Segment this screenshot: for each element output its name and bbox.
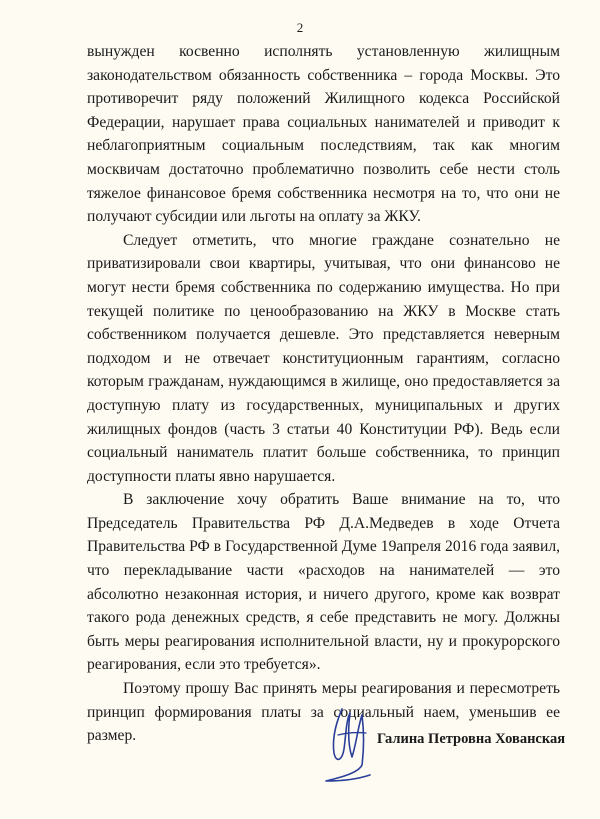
letter-body <box>87 40 560 748</box>
paragraph-privatization: Следует отметить, что многие граждане сознательно не приватизировали свои квартиры, учитывая, что они финансово не могут нести бремя собственника по содержанию имущества. Но при текущей политике по ценообразованию на ЖКУ в Москве стать собственником получается дешевле. Это представляется неверным подходом и не отвечает конституционным гарантиям, согласно которым гражданам, нуждающимся в жилище, оно предоставляется за доступную плату из государственных, муниципальных и других жилищных фондов (часть 3 статьи 40 Конституции РФ). Ведь если социальный наниматель платит больше собственника, то принцип доступности платы явно нарушается. <box>87 231 560 485</box>
signature-block <box>300 705 570 795</box>
signer-name: Галина Петровна Хованская <box>377 731 566 747</box>
page-number: 2 <box>296 20 304 35</box>
paragraph-continuation: вынужден косвенно исполнять установленную жилищным законодательством обязанность собственника – города Москвы. Это противоречит ряду положений Жилищного кодекса Российской Федерации, нарушает права социальных нанимателей и приводит к неблагоприятным социальным последствиям, так как многим москвичам достаточно проблематично позволить себе нести столь тяжелое финансовое бремя собственника несмотря на то, что они не получают субсидии или льготы на оплату за ЖКУ. <box>87 43 560 226</box>
paragraph-conclusion: В заключение хочу обратить Ваше внимание на то, что Председатель Правительства РФ Д.А.Медведев в ходе Отчета Правительства РФ в Государственной Думе 19апреля 2016 года заявил, что перекладывание части «расходов на нанимателей — это абсолютно незаконная история, и ничего другого, кроме как возврат такого рода денежных средств, я себе представить не могу. Должны быть меры реагирования исполнительной власти, ну и прокурорского реагирования, если это требуется». <box>87 491 560 674</box>
paragraph-request: Поэтому прошу Вас принять меры реагирования и пересмотреть принцип формирования платы за социальный наем, уменьшив ее размер. <box>87 680 560 745</box>
